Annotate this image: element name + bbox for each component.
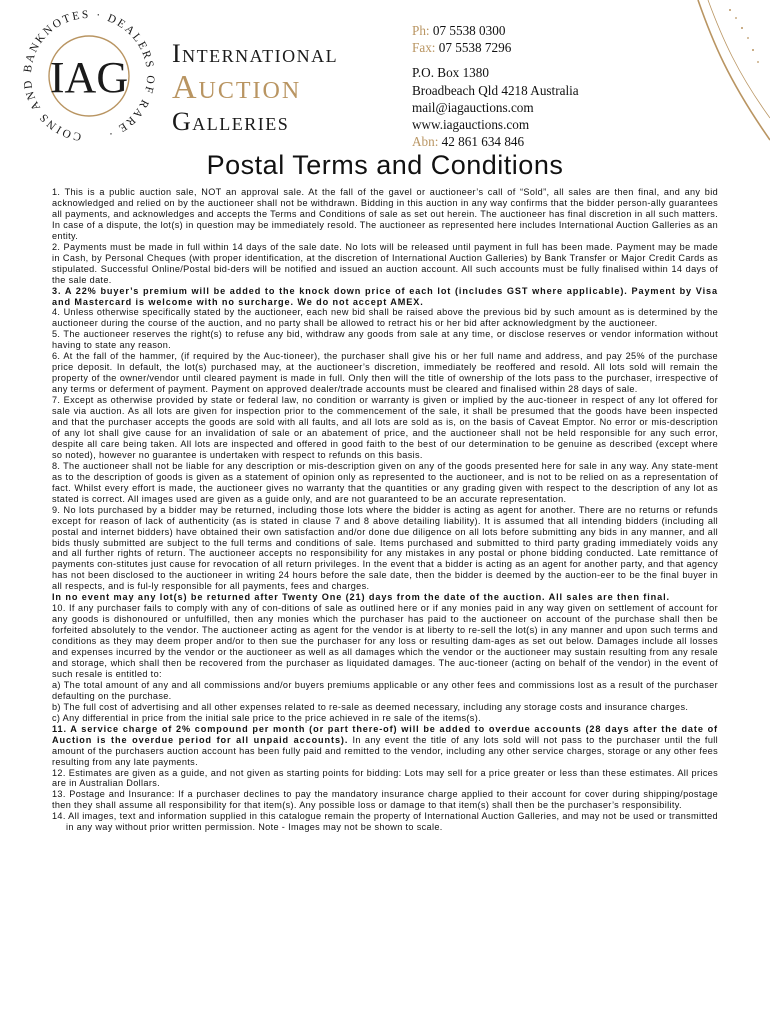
fax-number: 07 5538 7296 <box>438 40 512 56</box>
term-11-text: In any event the title of any lots sold will not pass to the purchaser until the full amount of the purchasers auction account has been fully paid and remitted to the vendor, including any other service charges, storage or any other fees resulting from any late payments. <box>52 734 718 767</box>
term-10: 10. If any purchaser fails to comply with any of con-ditions of sale as outlined here or if any monies paid in any way given on settlement of account for any goods is dishonoured or unfulfilled, then any monies which the purchaser has paid to the auctioneer on account of the purchase shall then be forfeited absolutely to the vendor. The auctioneer acting as agent for the vendor is at liberty to re-sell the lot(s) in any manner and upon such terms and conditions as they may deem proper and/or to then sue the purchaser for any loss or resulting dam-ages as set out below. Damages include all losses and expenses incurred by the vendor or the auctioneer as well as all damages which the vendor or the auctioneer may sustain resulting from any resale and storage, which shall then be recovered from the purchaser as liquidated damages. The auc-tioneer (acting on behalf of the vendor) in the event of such resale is entitled to: <box>52 603 718 679</box>
term-12: 12. Estimates are given as a guide, and not given as starting points for bidding: Lots may sell for a price greater or less than these estimates. All prices are in Australian Dollars. <box>52 767 718 789</box>
term-3-text: 3. A 22% buyer’s premium will be added to the knock down price of each lot (includes GST where applicable). Payment by Visa and Mastercard is welcome with no surcharge. We do not accept AMEX. <box>52 285 718 307</box>
phone-number: 07 5538 0300 <box>432 23 506 38</box>
page-title: Postal Terms and Conditions <box>206 150 564 180</box>
term-8: 8. The auctioneer shall not be liable for any description or mis-description given on any of the goods presented here for sale in any way. Any state-ment as to the description of goods is given as a statement of opinion only as represented to the auctioneer, and is not to be relied on as a representation of fact. Whilst every effort is made, the auctioneer gives no warranty that the quantities or any grading given with respect to the description of any lot as stated is correct. All images used are given as a guide only, and are not guaranteed to be an accurate representation. <box>52 460 718 504</box>
term-9: 9. No lots purchased by a bidder may be returned, including those lots where the bidder is acting as agent for another. There are no returns or refunds except for reason of lack of authenticity (as is stated in clause 7 and 8 above detailing liability). It is assumed that all intending bidders (including all postal and internet bidders) have obtained their own satisfaction and/or done due diligence on all lots before submitting any bids in any manner, and all bids thusly submitted are subject to the full terms and conditions of sale. Items purchased and submitted to third party grading immediately voids any and all further rights of return. The auctioneer accepts no responsibility for any mistakes in any postal or phone bidding conducted. Late remittance of payments con-stitutes just cause for revocation of all return privileges. In the event that a bidder is acting as an agent for another party, and that agency has not been disclosed to the auctioneer in writing 24 hours before the sale date, then the bidder is deemed by the auction-eer to be the final buyer in all respects, and is ful-ly responsible for all payments, fees and charges. <box>52 504 718 592</box>
term-11 <box>52 724 718 768</box>
contact-block <box>412 22 579 150</box>
term-9-returns-notice <box>52 592 718 603</box>
phone-line <box>412 22 579 39</box>
term-11-bold-text: 11. A service charge of 2% compound per month (or part there-of) will be added to overdue accounts (28 days after the date of Auction is the overdue period for all unpaid accounts). <box>52 723 718 745</box>
company-name-line2: Auction <box>172 69 302 106</box>
fax-label: Fax: <box>412 40 436 56</box>
terms-list <box>52 187 718 833</box>
term-10c: c) Any differential in price from the initial sale price to the price achieved in re sale of the items(s). <box>52 712 481 723</box>
fax-line <box>412 39 579 56</box>
term-9-bold-text: In no event may any lot(s) be returned after Twenty One (21) days from the date of the auction. All sales are then final. <box>52 592 670 603</box>
term-6: 6. At the fall of the hammer, (if required by the Auc-tioneer), the purchaser shall give his or her full name and address, and pay 25% of the purchase price deposit. In default, the lot(s) purchased may, at the auctioneer’s discretion, immediately be reoffered and resold. All lots sold will remain the property of the owner/vendor until cleared payment is made in full. Only then will the title of ownership of the lots pass to the purchaser, irrespective of any terms or deferment of payment. Payment on approved dealer/trade accounts must be cleared and finalised within 28 days of sale. <box>52 351 718 395</box>
term-2: 2. Payments must be made in full within 14 days of the sale date. No lots will be released until payment in full has been made. Payment may be made in Cash, by Personal Cheques (with proper identification, at the discretion of International Auction Galleries) by Bank Transfer or Major Credit Cards as stipulated. Successful Online/Postal bid-ders will be notified and issued an auction account. All such accounts must be fully finalised within 14 days of the sale date. <box>52 241 718 285</box>
seal-monogram: IAG <box>49 53 129 102</box>
seal-ring-text: COINS AND BANKNOTES · DEALERS OF RARE · <box>21 8 157 143</box>
phone-label: Ph: <box>412 23 430 38</box>
term-3 <box>52 286 718 308</box>
abn-number: 42 861 634 846 <box>441 134 525 150</box>
term-13: 13. Postage and Insurance: If a purchaser declines to pay the mandatory insurance charge applied to their account for cover during shipping/postage then they shall assume all responsibility for that item(s). Any possible loss or damage to that item(s) shall then be the purchaser’s responsibility. <box>52 789 718 811</box>
term-10a: a) The total amount of any and all commissions and/or buyers premiums applicable or any other fees and commissions lost as a result of the purchaser defaulting on the purchase. <box>52 679 718 701</box>
abn-line <box>412 133 579 150</box>
decorative-swoosh <box>650 0 770 148</box>
company-seal-logo <box>14 8 164 146</box>
term-7: 7. Except as otherwise provided by state or federal law, no condition or warranty is given or implied by the auc-tioneer in respect of any lot offered for sale via auction. As all lots are given for inspection prior to the commencement of the sale, it shall be presumed that the goods have been inspected and that the purchaser accepts the goods are sold with all faults, and all lots are sold as is, on the basis of Caveat Emptor. No error or mis-description of any lot shall give cause for an invalidation of sale or an abatement of price, and the auctioneer shall not be held responsible for any such error, despite all care being taken. All lots are inspected and offered in good faith to the best of our determination to be genuine as described (except where so noted), however no guarantee is undertaken with respect to refunds on this basis. <box>52 395 718 460</box>
website-address: www.iagauctions.com <box>412 117 530 133</box>
company-name <box>172 38 338 138</box>
term-10b: b) The full cost of advertising and all other expenses related to re-sale as deemed necessary, including any storage costs and insurance charges. <box>52 701 689 712</box>
abn-label: Abn: <box>412 134 439 150</box>
term-1: 1. This is a public auction sale, NOT an approval sale. At the fall of the gavel or auctioneer’s call of “Sold”, all sales are then final, and any bid acknowledged and relied on by the auctioneer shall not be withdrawn. Bidding in this auction in any way confirms that the bidder person-ally guarantees all payments, and acknowledges and accepts the Terms and Conditions of sale as set out herein. The auctioneer has final discretion in all such matters. In case of a dispute, the lot(s) in question may be immediately resold. The auctioneer as represented here includes International Auction Galleries as an entity. <box>52 187 718 241</box>
term-14: 14. All images, text and information supplied in this catalogue remain the property of International Auction Galleries, and may not be used or transmitted in any way without prior written permission. Note - Images may not be shown to scale. <box>52 811 718 833</box>
term-4: 4. Unless otherwise specifically stated by the auctioneer, each new bid shall be raised above the previous bid by such amount as is determined by the auctioneer during the course of the auction, and no party shall be allowed to retract his or her bid after acknowledgment by the auctioneer. <box>52 307 718 329</box>
email-address: mail@iagauctions.com <box>412 99 534 115</box>
company-name-line1: International <box>172 39 339 68</box>
company-name-line3: Galleries <box>172 107 290 136</box>
address-line2: Broadbeach Qld 4218 Australia <box>412 82 579 98</box>
address-line1: P.O. Box 1380 <box>412 65 489 81</box>
term-5: 5. The auctioneer reserves the right(s) to refuse any bid, withdraw any goods from sale at any time, or disclose reserves or vendor information without having to state any reason. <box>52 329 718 351</box>
letterhead <box>0 0 770 148</box>
